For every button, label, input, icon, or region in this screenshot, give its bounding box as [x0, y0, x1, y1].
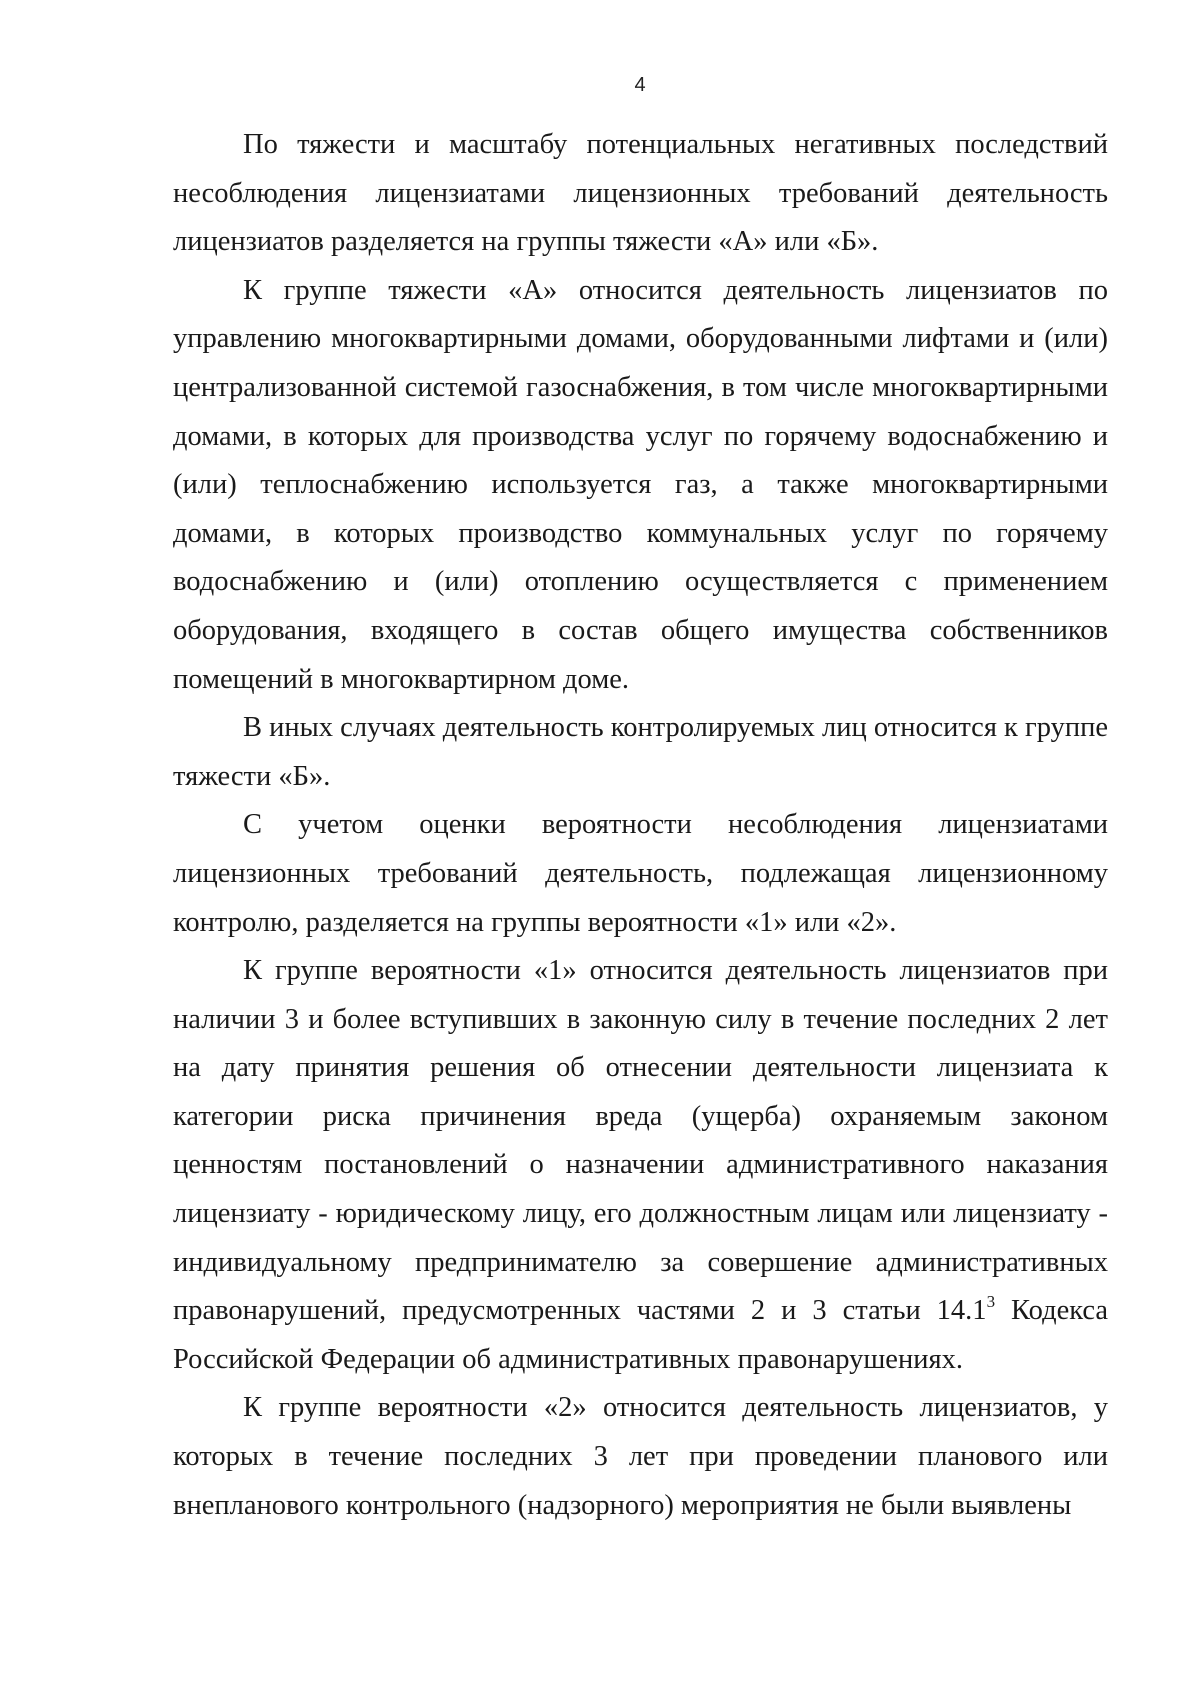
page-number: 4: [634, 74, 646, 96]
paragraph-text-after-superscript: Кодекса Российской Федерации об административных правонарушениях.: [173, 1295, 1108, 1375]
article-superscript: 3: [986, 1292, 996, 1312]
paragraph-probability-group-2: К группе вероятности «2» относится деятельность лицензиатов, у которых в течение последних 3 лет при проведении планового или внепланового контрольного (надзорного) мероприятия не были выявлены: [173, 1392, 1108, 1521]
paragraph-severity-group-b: В иных случаях деятельность контролируемых лиц относится к группе тяжести «Б».: [173, 712, 1108, 792]
document-body: [173, 121, 1108, 1530]
paragraph-probability-groups: С учетом оценки вероятности несоблюдения лицензиатами лицензионных требований деятельность, подлежащая лицензионному контролю, разделяется на группы вероятности «1» или «2».: [173, 809, 1108, 938]
paragraph-severity-group-a: К группе тяжести «А» относится деятельность лицензиатов по управлению многоквартирными домами, оборудованными лифтами и (или) централизованной системой газоснабжения, в том числе многоквартирными домами, в которых для производства услуг по горячему водоснабжению и (или) теплоснабжению используется газ, а также многоквартирными домами, в которых производство коммунальных услуг по горячему водоснабжению и (или) отоплению осуществляется с применением оборудования, входящего в состав общего имущества собственников помещений в многоквартирном доме.: [173, 274, 1108, 695]
paragraph-probability-group-1: [173, 947, 1108, 1384]
paragraph-text-before-superscript: К группе вероятности «1» относится деятельность лицензиатов при наличии 3 и более вступивших в законную силу в течение последних 2 лет на дату принятия решения об отнесении деятельности лицензиата к категории риска причинения вреда (ущерба) охраняемым законом ценностям постановлений о назначении административного наказания лицензиату - юридическому лицу, его должностным лицам или лицензиату - индивидуальному предпринимателю за совершение административных правонарушений, предусмотренных частями 2 и 3 статьи 14.1: [173, 955, 1108, 1327]
paragraph-severity-groups: По тяжести и масштабу потенциальных негативных последствий несоблюдения лицензиатами лицензионных требований деятельность лицензиатов разделяется на группы тяжести «А» или «Б».: [173, 129, 1108, 258]
